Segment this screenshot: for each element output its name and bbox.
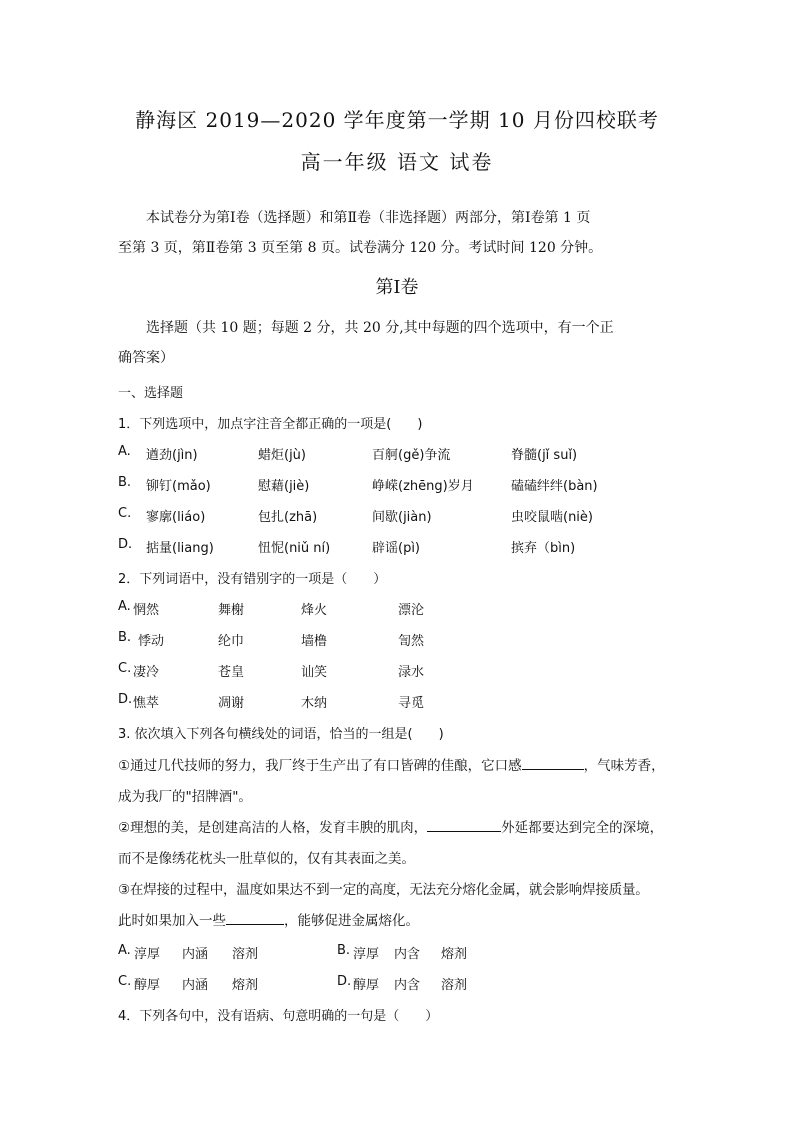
sentence-2: ②理想的美，是创建高洁的人格，发育丰腴的肌肉， 外延都要达到完全的深境，: [118, 813, 678, 844]
option-item: 内涵: [182, 947, 209, 962]
option-item: 虫咬鼠啮(niè): [511, 510, 593, 525]
sentence-1-cont: 成为我厂的"招牌酒"。: [118, 789, 252, 805]
sentence-3-cont: 此时如果加入一些 ，能够促进金属熔化。: [118, 906, 678, 937]
question-2-stem: 2．下列词语中，没有错别字的一项是（ ）: [118, 572, 387, 587]
option-item: 溶剂: [441, 978, 468, 993]
option-label: D.: [337, 974, 352, 989]
option-item: 悸动: [138, 634, 165, 649]
option-item: 蜡炬(jù): [258, 448, 306, 463]
option-item: 凄冷: [133, 665, 160, 680]
option-item: 辟谣(pì): [372, 541, 421, 556]
option-item: 淳厚: [353, 947, 380, 962]
option-item: 熔剂: [441, 947, 468, 962]
option-item: 间歇(jiàn): [372, 510, 432, 525]
option-item: 漂沦: [398, 603, 425, 618]
option-label: C.: [118, 974, 132, 989]
instructions-line-1: 本试卷分为第Ⅰ卷（选择题）和第Ⅱ卷（非选择题）两部分，第Ⅰ卷第 1 页: [146, 210, 591, 226]
option-label: B.: [337, 943, 351, 958]
option-item: 訇然: [398, 634, 425, 649]
sentence-1: ①通过几代技师的努力，我厂终于生产出了有口皆碑的佳酿，它口感 ，气味芳香，: [118, 751, 678, 782]
question-1-stem: 1．下列选项中，加点字注音全都正确的一项是( ): [118, 417, 423, 432]
option-item: 脊髓(jǐ suǐ): [511, 448, 578, 463]
option-item: 掂量(liang): [146, 541, 214, 556]
instructions-line-2: 至第 3 页，第Ⅱ卷第 3 页至第 8 页。试卷满分 120 分。考试时间 120 分钟。: [118, 240, 603, 256]
option-item: 铆钉(mǎo): [146, 479, 211, 494]
option-item: 磕磕绊绊(bàn): [511, 479, 598, 494]
option-item: 遒劲(jìn): [146, 448, 198, 463]
question-3-sentences: [118, 751, 678, 937]
question-3-stem: 3. 依次填入下列各句横线处的词语，恰当的一组是( ): [118, 727, 444, 742]
option-item: 寻觅: [398, 696, 425, 711]
question-4-stem: 4．下列各句中，没有语病、句意明确的一句是（ ）: [118, 1009, 439, 1024]
option-item: 惘然: [133, 603, 160, 618]
exam-title: 静海区 2019—2020 学年度第一学期 10 月份四校联考: [135, 108, 659, 132]
option-item: 内含: [394, 947, 421, 962]
option-label: A.: [118, 943, 131, 958]
option-item: 内含: [394, 978, 421, 993]
option-item: 烽火: [301, 603, 328, 618]
option-item: 溶剂: [232, 947, 259, 962]
option-label: D.: [118, 692, 133, 707]
option-item: 峥嵘(zhēng)岁月: [372, 479, 474, 494]
sentence-2-cont: 而不是像绣花枕头一肚草似的，仅有其表面之美。: [118, 851, 415, 867]
volume-title: 第Ⅰ卷: [375, 277, 419, 298]
option-item: 纶巾: [218, 634, 245, 649]
option-label: B.: [118, 630, 132, 645]
option-label: C.: [118, 506, 132, 521]
section-heading: 一、选择题: [118, 386, 184, 401]
selection-note-line-2: 确答案）: [118, 350, 174, 366]
option-label: B.: [118, 475, 132, 490]
answer-blank: [522, 755, 584, 770]
option-item: 木纳: [301, 696, 328, 711]
answer-blank: [226, 910, 284, 925]
option-item: 内涵: [182, 978, 209, 993]
exam-instructions: [118, 203, 678, 263]
option-label: C.: [118, 661, 132, 676]
option-label: D.: [118, 537, 133, 552]
sentence-3: ③在焊接的过程中，温度如果达不到一定的高度，无法充分熔化金属，就会影响焊接质量。: [118, 882, 649, 898]
option-item: 憔萃: [133, 696, 160, 711]
selection-note: [118, 313, 678, 373]
option-item: 淳厚: [134, 947, 161, 962]
option-item: 醇厚: [353, 978, 380, 993]
option-item: 墙橹: [301, 634, 328, 649]
option-item: 包扎(zhā): [258, 510, 318, 525]
option-label: A.: [118, 444, 131, 459]
option-item: 舞榭: [218, 603, 245, 618]
answer-blank: [427, 817, 501, 832]
selection-note-line-1: 选择题（共 10 题；每题 2 分，共 20 分,其中每题的四个选项中，有一个正: [146, 320, 614, 336]
option-item: 讪笑: [301, 665, 328, 680]
option-item: 熔剂: [232, 978, 259, 993]
option-item: 苍皇: [218, 665, 245, 680]
option-label: A.: [118, 599, 131, 614]
option-item: 凋谢: [218, 696, 245, 711]
option-item: 忸怩(niǔ ní): [258, 541, 331, 556]
option-item: 慰藉(jiè): [258, 479, 310, 494]
option-item: 渌水: [398, 665, 425, 680]
option-item: 醇厚: [134, 978, 161, 993]
option-item: 寥廓(liáo): [146, 510, 206, 525]
option-item: 摈弃（bìn): [511, 541, 576, 556]
option-item: 百舸(gě)争流: [372, 448, 451, 463]
exam-subtitle: 高一年级 语文 试卷: [300, 150, 494, 174]
